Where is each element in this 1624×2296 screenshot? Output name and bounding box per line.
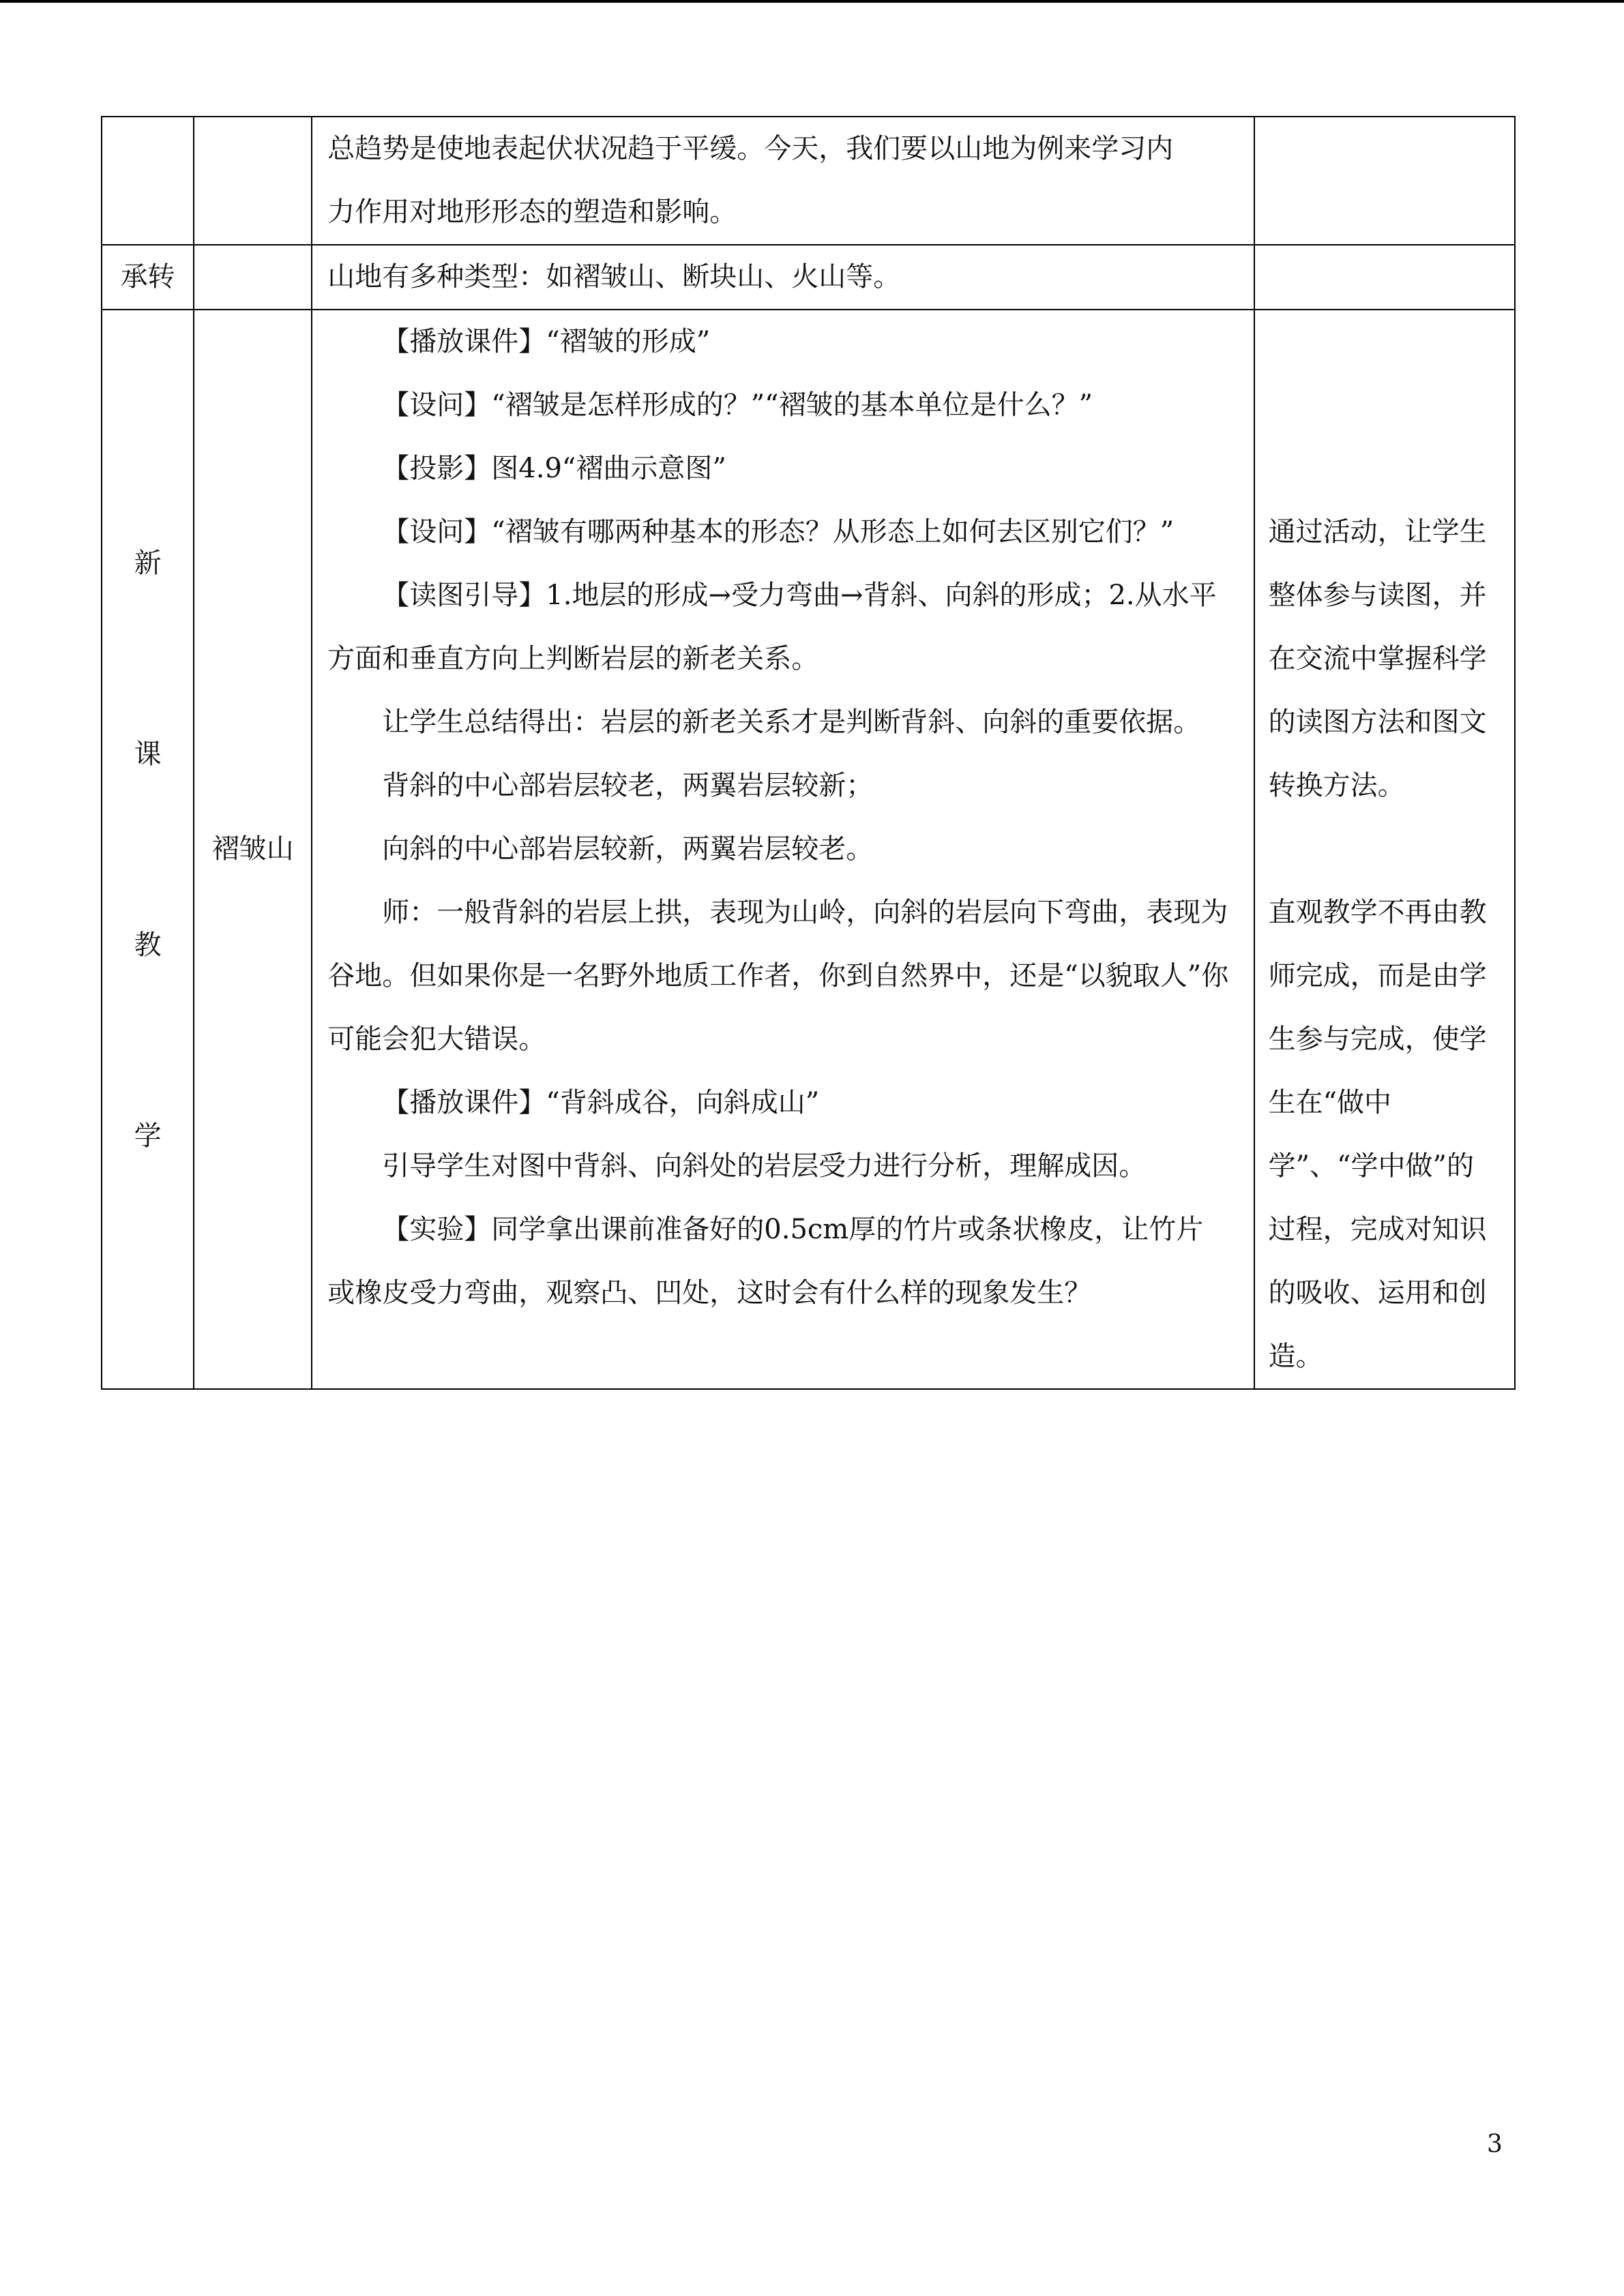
content-paragraph: 向斜的中心部岩层较新，两翼岩层较老。 (382, 833, 874, 865)
stage-transition: 承转 (102, 245, 194, 310)
table-row-intro (102, 117, 1515, 245)
stage-char: 教 (134, 929, 162, 961)
stage-new-lesson (102, 310, 194, 1389)
note-cell-empty (1254, 245, 1515, 310)
content-paragraph: 师：一般背斜的岩层上拱，表现为山岭，向斜的岩层向下弯曲，表现为谷地。但如果你是一名野外地质工作者，你到自然界中，还是“以貌取人”你可能会犯大错误。 (327, 897, 1229, 1055)
intro-line: 总趋势是使地表起伏状况趋于平缓。今天，我们要以山地为例来学习内 (327, 133, 1174, 164)
page-number: 3 (1487, 2130, 1503, 2158)
new-lesson-content-cell (312, 310, 1254, 1389)
topic-cell-empty (194, 117, 312, 245)
content-paragraph: 【播放课件】“褶皱的形成” (382, 326, 711, 357)
new-lesson-note-cell (1254, 310, 1515, 1389)
teaching-note: 通过活动，让学生整体参与读图，并在交流中掌握科学的读图方法和图文转换方法。 (1268, 516, 1487, 801)
intro-content-cell (312, 117, 1254, 245)
content-paragraph: 让学生总结得出：岩层的新老关系才是判断背斜、向斜的重要依据。 (382, 706, 1201, 738)
intro-line: 力作用对地形形态的塑造和影响。 (327, 196, 737, 228)
teaching-note: 直观教学不再由教师完成，而是由学生参与完成，使学生在“做中学”、“学中做”的过程，完成对知识的吸收、运用和创造。 (1268, 897, 1487, 1372)
topic-fold-mountain: 褶皱山 (194, 310, 312, 1389)
stage-cell-empty (102, 117, 194, 245)
table-row-new-lesson (102, 310, 1515, 1389)
content-paragraph: 【实验】同学拿出课前准备好的0.5cm厚的竹片或条状橡皮，让竹片或橡皮受力弯曲，观察凸、凹处，这时会有什么样的现象发生？ (327, 1214, 1204, 1309)
stage-char: 课 (134, 738, 162, 770)
content-paragraph: 【投影】图4.9“褶曲示意图” (382, 453, 726, 484)
page-top-border (0, 0, 1624, 3)
note-cell-empty (1254, 117, 1515, 245)
note-spacer (1269, 310, 1501, 374)
note-spacer (1269, 818, 1501, 881)
transition-content: 山地有多种类型：如褶皱山、断块山、火山等。 (312, 245, 1254, 310)
stage-char: 新 (134, 547, 162, 579)
content-paragraph: 【播放课件】“背斜成谷，向斜成山” (382, 1087, 820, 1118)
content-paragraph: 引导学生对图中背斜、向斜处的岩层受力进行分析，理解成因。 (382, 1150, 1147, 1182)
topic-cell-empty (194, 245, 312, 310)
content-paragraph: 【设问】“褶皱有哪两种基本的形态？从形态上如何去区别它们？” (382, 516, 1175, 548)
note-spacer (1269, 374, 1501, 437)
lesson-plan-table (101, 116, 1516, 1390)
content-paragraph: 【设问】“褶皱是怎样形成的？”“褶皱的基本单位是什么？” (382, 389, 1093, 421)
stage-char: 学 (134, 1120, 162, 1152)
content-paragraph: 【读图引导】1.地层的形成→受力弯曲→背斜、向斜的形成；2.从水平方面和垂直方向上判断岩层的新老关系。 (327, 580, 1217, 674)
table-row-transition (102, 245, 1515, 310)
content-paragraph: 背斜的中心部岩层较老，两翼岩层较新； (382, 770, 874, 801)
note-spacer (1269, 437, 1501, 501)
